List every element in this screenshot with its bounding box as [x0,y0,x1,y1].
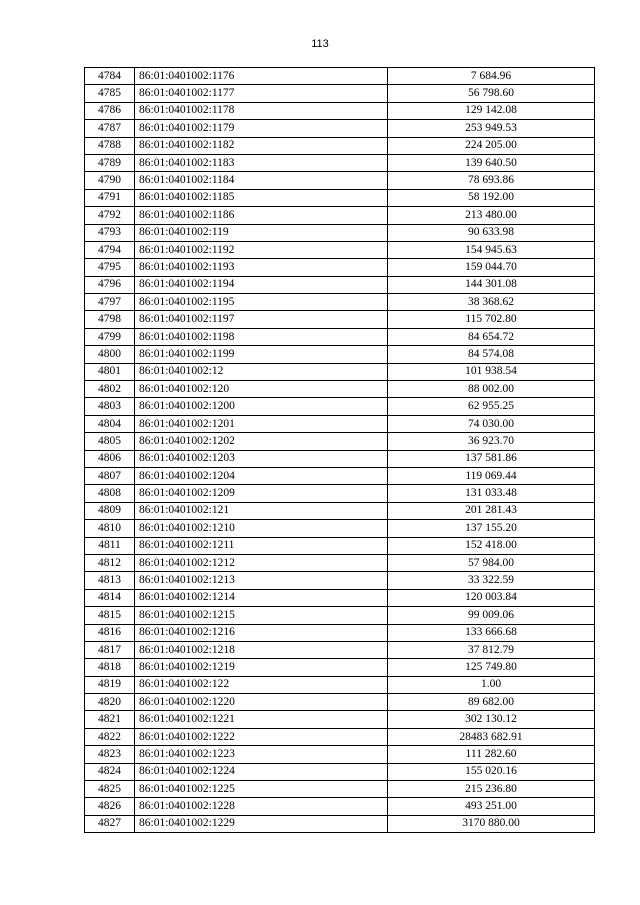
table-body [85,68,595,833]
value-cell: 58 192.00 [388,189,595,206]
table-row [85,398,595,415]
table-row [85,328,595,345]
row-number-cell: 4796 [85,276,135,293]
value-cell: 99 009.06 [388,607,595,624]
cadastral-number-cell: 86:01:0401002:119 [135,224,388,241]
row-number-cell: 4806 [85,450,135,467]
cadastral-number-cell: 86:01:0401002:1192 [135,241,388,258]
table-row [85,68,595,85]
cadastral-number-cell: 86:01:0401002:1214 [135,589,388,606]
cadastral-number-cell: 86:01:0401002:1186 [135,207,388,224]
row-number-cell: 4802 [85,381,135,398]
row-number-cell: 4787 [85,120,135,137]
row-number-cell: 4814 [85,589,135,606]
value-cell: 152 418.00 [388,537,595,554]
page-number: 113 [311,38,329,50]
value-cell: 37 812.79 [388,641,595,658]
value-cell: 36 923.70 [388,433,595,450]
row-number-cell: 4789 [85,154,135,171]
value-cell: 90 633.98 [388,224,595,241]
cadastral-number-cell: 86:01:0401002:1193 [135,259,388,276]
cadastral-number-cell: 86:01:0401002:1178 [135,102,388,119]
table-row [85,711,595,728]
value-cell: 33 322.59 [388,572,595,589]
value-cell: 137 581.86 [388,450,595,467]
table-row [85,746,595,763]
table-row [85,381,595,398]
table-row [85,694,595,711]
row-number-cell: 4812 [85,554,135,571]
cadastral-number-cell: 86:01:0401002:120 [135,381,388,398]
row-number-cell: 4790 [85,172,135,189]
cadastral-number-cell: 86:01:0401002:1202 [135,433,388,450]
table-row [85,102,595,119]
table-row [85,485,595,502]
value-cell: 38 368.62 [388,294,595,311]
table-row [85,120,595,137]
value-cell: 57 984.00 [388,554,595,571]
table-row [85,798,595,815]
cadastral-number-cell: 86:01:0401002:1182 [135,137,388,154]
value-cell: 3170 880.00 [388,815,595,832]
table-row [85,276,595,293]
row-number-cell: 4785 [85,85,135,102]
cadastral-number-cell: 86:01:0401002:1225 [135,781,388,798]
table-row [85,676,595,693]
cadastral-number-cell: 86:01:0401002:1228 [135,798,388,815]
value-cell: 144 301.08 [388,276,595,293]
value-cell: 56 798.60 [388,85,595,102]
value-cell: 125 749.80 [388,659,595,676]
cadastral-number-cell: 86:01:0401002:1184 [135,172,388,189]
cadastral-number-cell: 86:01:0401002:1229 [135,815,388,832]
table-row [85,346,595,363]
row-number-cell: 4786 [85,102,135,119]
table-row [85,189,595,206]
table-row [85,659,595,676]
value-cell: 84 654.72 [388,328,595,345]
cadastral-number-cell: 86:01:0401002:1222 [135,728,388,745]
table-row [85,520,595,537]
cadastral-number-cell: 86:01:0401002:1211 [135,537,388,554]
row-number-cell: 4805 [85,433,135,450]
table-row [85,259,595,276]
value-cell: 215 236.80 [388,781,595,798]
value-cell: 28483 682.91 [388,728,595,745]
row-number-cell: 4815 [85,607,135,624]
table-row [85,207,595,224]
value-cell: 155 020.16 [388,763,595,780]
value-cell: 84 574.08 [388,346,595,363]
row-number-cell: 4807 [85,467,135,484]
row-number-cell: 4784 [85,68,135,85]
table-row [85,241,595,258]
row-number-cell: 4821 [85,711,135,728]
cadastral-table [84,67,595,833]
value-cell: 78 693.86 [388,172,595,189]
table-row [85,467,595,484]
table-row [85,781,595,798]
cadastral-number-cell: 86:01:0401002:1216 [135,624,388,641]
cadastral-number-cell: 86:01:0401002:1203 [135,450,388,467]
row-number-cell: 4820 [85,694,135,711]
value-cell: 1.00 [388,676,595,693]
row-number-cell: 4803 [85,398,135,415]
row-number-cell: 4818 [85,659,135,676]
cadastral-number-cell: 86:01:0401002:1183 [135,154,388,171]
cadastral-number-cell: 86:01:0401002:1194 [135,276,388,293]
value-cell: 302 130.12 [388,711,595,728]
table-row [85,85,595,102]
value-cell: 119 069.44 [388,467,595,484]
row-number-cell: 4811 [85,537,135,554]
value-cell: 154 945.63 [388,241,595,258]
value-cell: 120 003.84 [388,589,595,606]
row-number-cell: 4824 [85,763,135,780]
cadastral-number-cell: 86:01:0401002:1197 [135,311,388,328]
row-number-cell: 4804 [85,415,135,432]
row-number-cell: 4827 [85,815,135,832]
cadastral-number-cell: 86:01:0401002:1210 [135,520,388,537]
table-row [85,502,595,519]
cadastral-number-cell: 86:01:0401002:1220 [135,694,388,711]
row-number-cell: 4788 [85,137,135,154]
value-cell: 253 949.53 [388,120,595,137]
cadastral-number-cell: 86:01:0401002:1221 [135,711,388,728]
value-cell: 137 155.20 [388,520,595,537]
row-number-cell: 4809 [85,502,135,519]
table-row [85,607,595,624]
table-row [85,554,595,571]
value-cell: 159 044.70 [388,259,595,276]
row-number-cell: 4798 [85,311,135,328]
value-cell: 224 205.00 [388,137,595,154]
row-number-cell: 4808 [85,485,135,502]
row-number-cell: 4801 [85,363,135,380]
value-cell: 213 480.00 [388,207,595,224]
value-cell: 89 682.00 [388,694,595,711]
row-number-cell: 4799 [85,328,135,345]
value-cell: 139 640.50 [388,154,595,171]
cadastral-number-cell: 86:01:0401002:1198 [135,328,388,345]
table-row [85,641,595,658]
row-number-cell: 4822 [85,728,135,745]
value-cell: 129 142.08 [388,102,595,119]
row-number-cell: 4810 [85,520,135,537]
table-row [85,572,595,589]
row-number-cell: 4794 [85,241,135,258]
cadastral-number-cell: 86:01:0401002:122 [135,676,388,693]
cadastral-number-cell: 86:01:0401002:1201 [135,415,388,432]
cadastral-number-cell: 86:01:0401002:121 [135,502,388,519]
value-cell: 131 033.48 [388,485,595,502]
cadastral-number-cell: 86:01:0401002:1177 [135,85,388,102]
table-row [85,537,595,554]
table-row [85,172,595,189]
table-row [85,137,595,154]
cadastral-number-cell: 86:01:0401002:1199 [135,346,388,363]
cadastral-number-cell: 86:01:0401002:1176 [135,68,388,85]
row-number-cell: 4797 [85,294,135,311]
row-number-cell: 4826 [85,798,135,815]
cadastral-number-cell: 86:01:0401002:1212 [135,554,388,571]
row-number-cell: 4793 [85,224,135,241]
cadastral-number-cell: 86:01:0401002:1204 [135,467,388,484]
table-row [85,311,595,328]
table-row [85,363,595,380]
value-cell: 101 938.54 [388,363,595,380]
table-row [85,450,595,467]
cadastral-number-cell: 86:01:0401002:1185 [135,189,388,206]
cadastral-number-cell: 86:01:0401002:1215 [135,607,388,624]
value-cell: 115 702.80 [388,311,595,328]
row-number-cell: 4791 [85,189,135,206]
row-number-cell: 4825 [85,781,135,798]
row-number-cell: 4819 [85,676,135,693]
value-cell: 111 282.60 [388,746,595,763]
value-cell: 74 030.00 [388,415,595,432]
cadastral-number-cell: 86:01:0401002:1218 [135,641,388,658]
value-cell: 133 666.68 [388,624,595,641]
row-number-cell: 4816 [85,624,135,641]
table-row [85,154,595,171]
cadastral-number-cell: 86:01:0401002:12 [135,363,388,380]
table-row [85,728,595,745]
row-number-cell: 4792 [85,207,135,224]
value-cell: 201 281.43 [388,502,595,519]
table-row [85,589,595,606]
table-row [85,815,595,832]
value-cell: 7 684.96 [388,68,595,85]
row-number-cell: 4817 [85,641,135,658]
cadastral-number-cell: 86:01:0401002:1209 [135,485,388,502]
value-cell: 493 251.00 [388,798,595,815]
value-cell: 88 002.00 [388,381,595,398]
cadastral-number-cell: 86:01:0401002:1213 [135,572,388,589]
table-row [85,433,595,450]
value-cell: 62 955.25 [388,398,595,415]
table-row [85,624,595,641]
cadastral-number-cell: 86:01:0401002:1179 [135,120,388,137]
table-row [85,224,595,241]
cadastral-number-cell: 86:01:0401002:1219 [135,659,388,676]
table-row [85,294,595,311]
row-number-cell: 4813 [85,572,135,589]
row-number-cell: 4795 [85,259,135,276]
cadastral-number-cell: 86:01:0401002:1224 [135,763,388,780]
table-row [85,415,595,432]
table-row [85,763,595,780]
cadastral-number-cell: 86:01:0401002:1200 [135,398,388,415]
cadastral-number-cell: 86:01:0401002:1195 [135,294,388,311]
cadastral-number-cell: 86:01:0401002:1223 [135,746,388,763]
row-number-cell: 4800 [85,346,135,363]
row-number-cell: 4823 [85,746,135,763]
